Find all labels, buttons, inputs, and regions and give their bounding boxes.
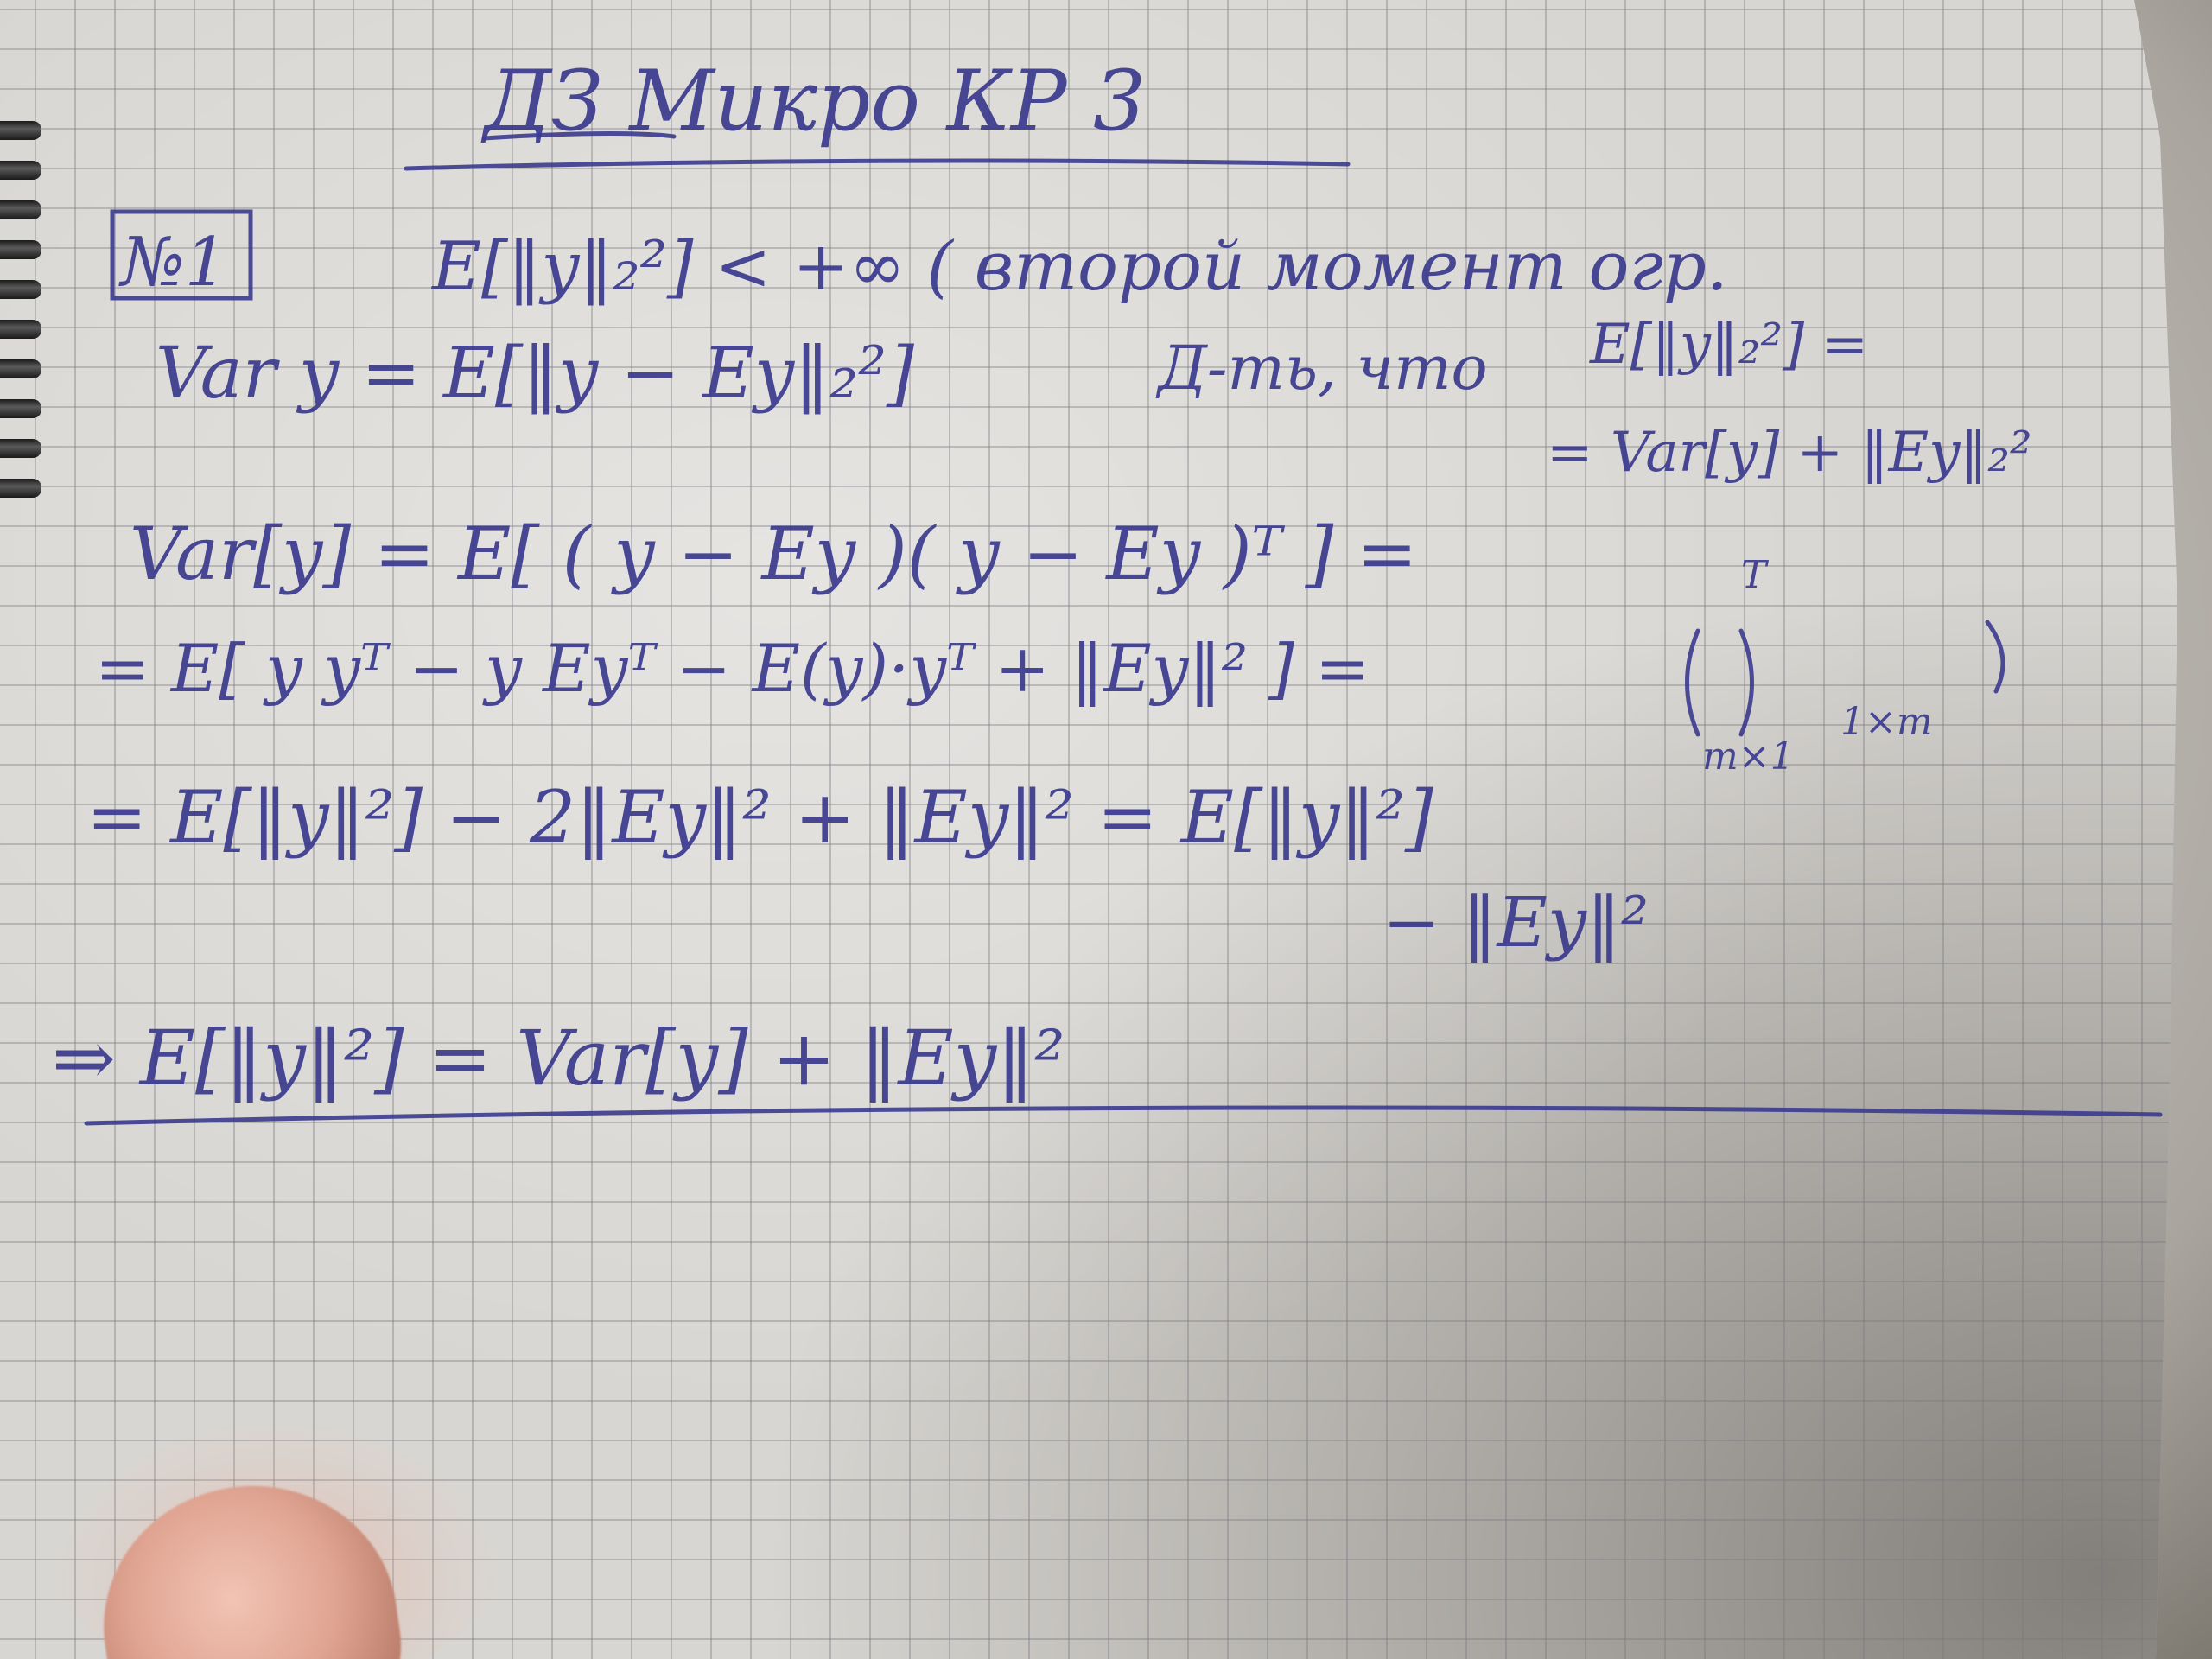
transpose-mark: T: [1741, 553, 1767, 597]
variance-definition: Var y = E[‖y − Ey‖₂²]: [156, 333, 914, 415]
derivation-step-1: Var[y] = E[ ( y − Ey )( y − Ey )ᵀ ] =: [130, 512, 1418, 596]
row-vector-paren: [1987, 622, 2003, 691]
dimension-1-by-m: 1×m: [1840, 700, 1933, 744]
conclusion-line: ⇒ E[‖y‖²] = Var[y] + ‖Ey‖²: [52, 1014, 1065, 1103]
header-underline: [406, 161, 1348, 168]
dimension-m-by-1: m×1: [1702, 734, 1795, 779]
derivation-step-3-tail: − ‖Ey‖²: [1382, 882, 1649, 963]
prove-rhs: = Var[y] + ‖Ey‖₂²: [1547, 421, 2032, 485]
conclusion-underline: [86, 1108, 2160, 1123]
column-vector-left-paren: [1688, 631, 1699, 734]
derivation-step-3: = E[‖y‖²] − 2‖Ey‖² + ‖Ey‖² = E[‖y‖²]: [86, 775, 1433, 860]
header-title: ДЗ Микро КР 3: [484, 53, 1147, 149]
column-vector-right-paren: [1741, 631, 1752, 734]
derivation-step-2: = E[ y yᵀ − y Eyᵀ − E(y)·yᵀ + ‖Ey‖² ] =: [95, 630, 1370, 707]
problem-number: №1: [121, 224, 228, 302]
prove-lhs: E[‖y‖₂²] =: [1590, 313, 1869, 377]
prove-label: Д-ть, что: [1158, 333, 1488, 404]
premise-line: E[‖y‖₂²] < +∞ ( второй момент огр.: [432, 228, 1728, 306]
